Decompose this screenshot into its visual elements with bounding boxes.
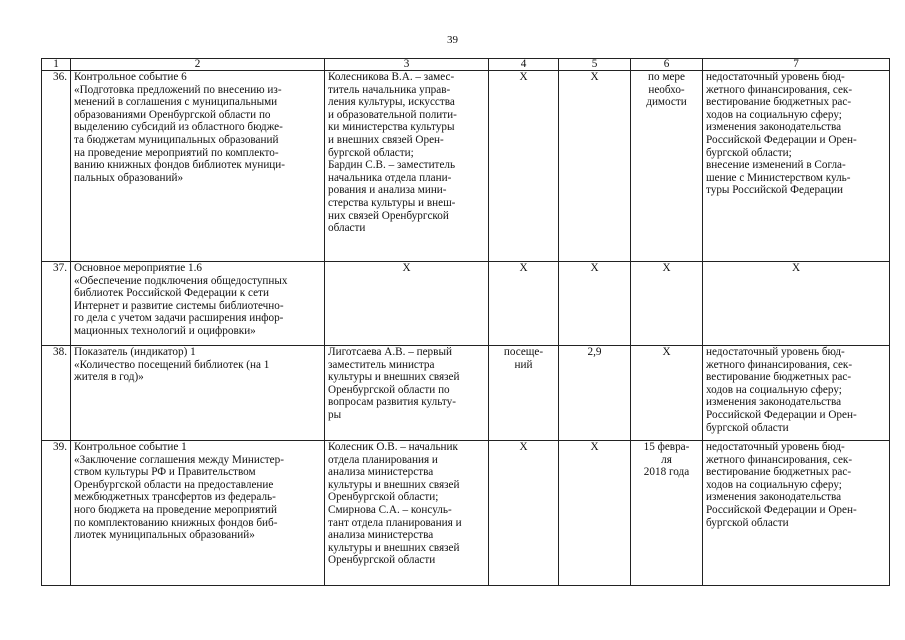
table-row [42,346,890,441]
header-cell: 4 [489,59,559,71]
risks-cell: X [703,262,890,346]
header-cell: 5 [559,59,631,71]
responsible-persons: Колесник О.В. – начальник отдела планирования и анализа министерства культуры и внешних связей Оренбургской области; Смирнова С.А. – консуль- тант отдела планирования и анализа министерства культуры и внешних связей Оренбургской области [325,441,489,586]
responsible-persons: Лиготсаева А.В. – первый заместитель министра культуры и внешних связей Оренбургской области по вопросам развития культу- ры [325,346,489,441]
value-cell: X [559,262,631,346]
unit-cell: X [489,71,559,262]
deadline-cell: X [631,262,703,346]
header-cell: 2 [71,59,325,71]
event-description: Контрольное событие 6 «Подготовка предложений по внесению из- менений в соглашения с муниципальными образованиями Оренбургской области по выделению субсидий из областного бюдже- та бюджетам муниципальных образований на проведение мероприятий по комплекто- ванию книжных фондов библиотек муници- пальных образований» [71,71,325,262]
deadline-cell: X [631,346,703,441]
plan-table [41,58,890,586]
unit-cell: X [489,262,559,346]
row-number: 37. [42,262,71,346]
header-cell: 3 [325,59,489,71]
value-cell: X [559,71,631,262]
header-cell: 6 [631,59,703,71]
row-number: 39. [42,441,71,586]
responsible-persons: X [325,262,489,346]
event-description: Показатель (индикатор) 1 «Количество посещений библиотек (на 1 жителя в год)» [71,346,325,441]
value-cell: 2,9 [559,346,631,441]
header-cell: 1 [42,59,71,71]
event-description: Контрольное событие 1 «Заключение соглашения между Министер- ством культуры РФ и Правительством Оренбургской области на предоставление межбюджетных трансфертов из федераль- ного бюджета на проведение мероприятий по комплектованию книжных фондов биб- лиотек муниципальных образований» [71,441,325,586]
row-number: 36. [42,71,71,262]
header-row [42,59,890,71]
deadline-cell: 15 февра- ля 2018 года [631,441,703,586]
table-row [42,441,890,586]
unit-cell: X [489,441,559,586]
page-number: 39 [447,34,458,46]
risks-cell: недостаточный уровень бюд- жетного финансирования, сек- вестирование бюджетных рас- ходов на социальную сферу; изменения законодательства Российской Федерации и Орен- бургской области [703,346,890,441]
table-row [42,262,890,346]
table-row [42,71,890,262]
row-number: 38. [42,346,71,441]
deadline-cell: по мере необхо- димости [631,71,703,262]
risks-cell: недостаточный уровень бюд- жетного финансирования, сек- вестирование бюджетных рас- ходов на социальную сферу; изменения законодательства Российской Федерации и Орен- бургской области [703,441,890,586]
risks-cell: недостаточный уровень бюд- жетного финансирования, сек- вестирование бюджетных рас- ходов на социальную сферу; изменения законодательства Российской Федерации и Орен- бургской области; внесение изменений в Согла- шение с Министерством куль- туры Российской Федерации [703,71,890,262]
responsible-persons: Колесникова В.А. – замес- титель начальника управ- ления культуры, искусства и образовательной полити- ки министерства культуры и внешних связей Орен- бургской области; Бардин С.В. – заместитель начальника отдела плани- рования и анализа мини- стерства культуры и внеш- них связей Оренбургской области [325,71,489,262]
header-cell: 7 [703,59,890,71]
value-cell: X [559,441,631,586]
unit-cell: посеще- ний [489,346,559,441]
event-description: Основное мероприятие 1.6 «Обеспечение подключения общедоступных библиотек Российской Федерации к сети Интернет и развитие системы библиотечно- го дела с учетом задачи расширения инфор- мационных технологий и оцифровки» [71,262,325,346]
